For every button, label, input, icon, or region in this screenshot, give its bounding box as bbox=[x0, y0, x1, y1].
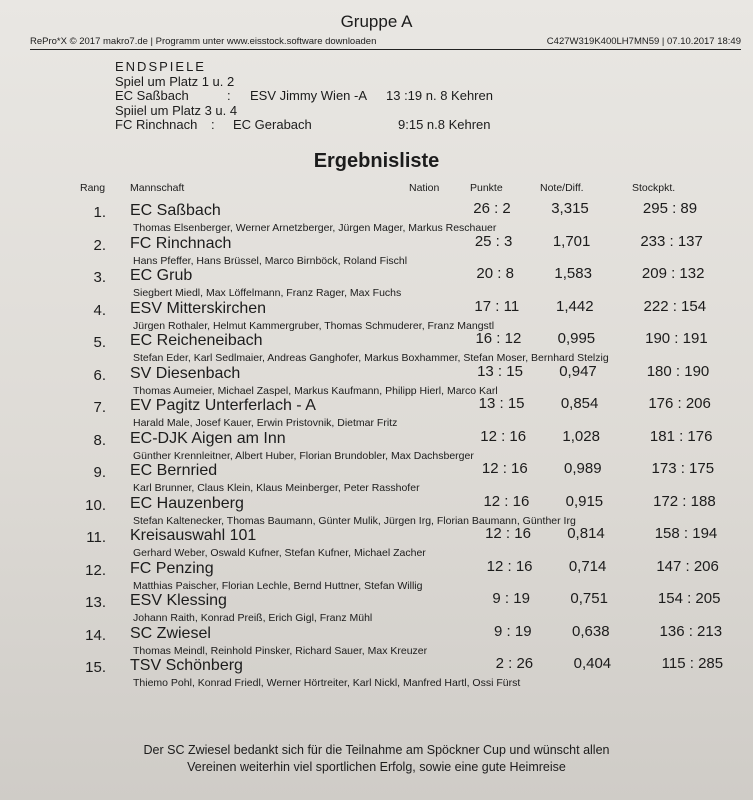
finals-section bbox=[115, 60, 535, 133]
col-points: Punkte bbox=[470, 182, 503, 194]
player-names: Matthias Paischer, Florian Lechle, Bernd Huttner, Stefan Willig bbox=[133, 579, 423, 592]
team-name: EC Saßbach bbox=[130, 202, 221, 219]
stockpoints-cell: 136 : 213 bbox=[659, 622, 723, 640]
stockpoints-cell: 173 : 175 bbox=[651, 460, 715, 477]
rank-cell: 12. bbox=[85, 561, 106, 579]
match1-row bbox=[115, 89, 535, 104]
note-cell: 0,915 bbox=[565, 492, 604, 510]
note-cell: 0,751 bbox=[570, 590, 608, 607]
match1-home: EC Saßbach bbox=[115, 88, 189, 103]
points-cell: 9 : 19 bbox=[492, 590, 530, 607]
stockpoints-cell: 209 : 132 bbox=[641, 265, 705, 282]
player-names: Thiemo Pohl, Konrad Friedl, Werner Hörtreiter, Karl Nickl, Manfred Hartl, Ossi Fürst bbox=[133, 677, 521, 689]
note-cell: 0,714 bbox=[568, 557, 607, 575]
points-cell: 12 : 16 bbox=[486, 557, 533, 575]
stockpoints-cell: 181 : 176 bbox=[649, 427, 713, 445]
player-names: Karl Brunner, Claus Klein, Klaus Meinberger, Peter Rasshofer bbox=[133, 482, 420, 494]
rank-cell: 14. bbox=[85, 626, 106, 644]
group-title: Gruppe A bbox=[340, 12, 413, 31]
match2-result: 9:15 n.8 Kehren bbox=[398, 117, 491, 132]
col-note: Note/Diff. bbox=[540, 182, 584, 194]
rank-cell: 7. bbox=[93, 399, 106, 416]
match2-row bbox=[115, 118, 535, 133]
player-names: Jürgen Rothaler, Helmut Kammergruber, Thomas Schmuderer, Franz Mangstl bbox=[133, 319, 495, 332]
stockpoints-cell: 172 : 188 bbox=[653, 492, 716, 510]
table-row bbox=[0, 657, 753, 693]
note-cell: 0,854 bbox=[560, 395, 599, 412]
stockpoints-cell: 180 : 190 bbox=[646, 362, 710, 380]
team-name: EC Hauzenberg bbox=[130, 494, 244, 512]
team-name: Kreisauswahl 101 bbox=[130, 527, 257, 544]
stockpoints-cell: 154 : 205 bbox=[657, 590, 721, 607]
header-copyright: RePro*X © 2017 makro7.de | Programm unter www.eisstock.software downloaden bbox=[30, 36, 377, 47]
col-rank: Rang bbox=[80, 182, 106, 194]
player-names: Stefan Eder, Karl Sedlmaier, Andreas Ganghofer, Markus Boxhammer, Stefan Moser, Bernhard Stelzig bbox=[133, 352, 609, 364]
note-cell: 0,947 bbox=[559, 362, 597, 380]
rank-cell: 5. bbox=[93, 334, 106, 351]
points-cell: 12 : 16 bbox=[485, 525, 531, 542]
stockpoints-cell: 222 : 154 bbox=[643, 297, 707, 315]
rank-cell: 11. bbox=[86, 529, 106, 546]
team-name: EV Pagitz Unterferlach - A bbox=[130, 397, 316, 414]
points-cell: 12 : 16 bbox=[480, 427, 527, 445]
team-name: EC-DJK Aigen am Inn bbox=[130, 429, 286, 447]
note-cell: 3,315 bbox=[551, 200, 589, 217]
stockpoints-cell: 190 : 191 bbox=[645, 330, 708, 347]
points-cell: 20 : 8 bbox=[476, 265, 514, 282]
player-names: Siegbert Miedl, Max Löffelmann, Franz Rager, Max Fuchs bbox=[133, 287, 402, 299]
note-cell: 0,989 bbox=[564, 460, 602, 477]
points-cell: 26 : 2 bbox=[473, 200, 511, 217]
match2-home: FC Rinchnach bbox=[115, 117, 198, 132]
team-name: FC Rinchnach bbox=[130, 234, 232, 252]
note-cell: 1,583 bbox=[554, 265, 592, 282]
note-cell: 0,404 bbox=[573, 655, 612, 672]
stockpoints-cell: 295 : 89 bbox=[642, 200, 698, 217]
match1-result: 13 :19 n. 8 Kehren bbox=[386, 88, 493, 103]
match1-sep: : bbox=[227, 88, 231, 103]
points-cell: 12 : 16 bbox=[481, 460, 528, 477]
player-names: Hans Pfeffer, Hans Brüssel, Marco Birnböck, Roland Fischl bbox=[133, 254, 408, 267]
note-cell: 1,442 bbox=[556, 297, 594, 315]
team-name: EC Grub bbox=[130, 267, 193, 284]
points-cell: 2 : 26 bbox=[495, 655, 534, 672]
results-title: Ergebnisliste bbox=[313, 150, 440, 172]
col-stock: Stockpkt. bbox=[632, 182, 676, 194]
points-cell: 16 : 12 bbox=[475, 330, 522, 347]
points-cell: 9 : 19 bbox=[494, 622, 532, 640]
col-team: Mannschaft bbox=[130, 182, 185, 194]
rank-cell: 13. bbox=[85, 594, 106, 611]
team-name: SV Diesenbach bbox=[130, 364, 241, 382]
finals-heading: ENDSPIELE bbox=[115, 59, 206, 74]
team-name: EC Bernried bbox=[130, 462, 218, 479]
rank-cell: 6. bbox=[93, 366, 106, 384]
rank-cell: 15. bbox=[85, 659, 106, 676]
points-cell: 13 : 15 bbox=[478, 395, 525, 412]
rank-cell: 4. bbox=[93, 301, 106, 319]
player-names: Günther Krennleitner, Albert Huber, Florian Brundobler, Max Dachsberger bbox=[133, 449, 474, 462]
note-cell: 1,028 bbox=[562, 427, 600, 445]
note-cell: 1,701 bbox=[552, 232, 591, 250]
stockpoints-cell: 158 : 194 bbox=[654, 525, 718, 542]
header-bar bbox=[30, 36, 741, 50]
team-name: FC Penzing bbox=[130, 559, 214, 577]
points-cell: 17 : 11 bbox=[474, 297, 520, 315]
match1-away: ESV Jimmy Wien -A bbox=[250, 88, 368, 103]
match1-label: Spiel um Platz 1 u. 2 bbox=[115, 73, 235, 89]
table-row bbox=[0, 622, 753, 661]
rank-cell: 2. bbox=[93, 236, 106, 254]
stockpoints-cell: 147 : 206 bbox=[656, 557, 719, 575]
header-code-date: C427W319K400LH7MN59 | 07.10.2017 18:49 bbox=[546, 36, 741, 47]
note-cell: 0,638 bbox=[572, 622, 610, 640]
note-cell: 0,995 bbox=[557, 330, 596, 347]
match2-label: Spiiel um Platz 3 u. 4 bbox=[115, 102, 238, 118]
team-name: TSV Schönberg bbox=[130, 657, 243, 674]
points-cell: 25 : 3 bbox=[474, 232, 513, 250]
rank-cell: 9. bbox=[93, 464, 106, 481]
player-names: Thomas Meindl, Reinhold Pinsker, Richard Sauer, Max Kreuzer bbox=[133, 644, 428, 657]
team-name: SC Zwiesel bbox=[130, 624, 211, 642]
footer-line-2: Vereinen weiterhin viel sportlichen Erfolg, sowie eine gute Heimreise bbox=[187, 760, 566, 774]
rank-cell: 8. bbox=[93, 431, 106, 449]
stockpoints-cell: 115 : 285 bbox=[661, 655, 724, 672]
points-cell: 13 : 15 bbox=[477, 362, 523, 380]
rank-cell: 1. bbox=[93, 204, 106, 221]
rank-cell: 10. bbox=[85, 496, 106, 514]
col-nation: Nation bbox=[409, 182, 440, 194]
team-name: ESV Klessing bbox=[130, 592, 227, 609]
match2-sep: : bbox=[211, 117, 215, 132]
note-cell: 0,814 bbox=[567, 525, 605, 542]
match2-away: EC Gerabach bbox=[233, 117, 312, 132]
team-name: ESV Mitterskirchen bbox=[130, 299, 267, 317]
player-names: Johann Raith, Konrad Preiß, Erich Gigl, Franz Mühl bbox=[133, 612, 373, 624]
footer-line-1: Der SC Zwiesel bedankt sich für die Teilnahme am Spöckner Cup und wünscht allen bbox=[143, 743, 610, 757]
player-names: Gerhard Weber, Oswald Kufner, Stefan Kufner, Michael Zacher bbox=[133, 547, 426, 559]
rank-cell: 3. bbox=[93, 269, 106, 286]
team-name: EC Reicheneibach bbox=[130, 332, 263, 349]
player-names: Stefan Kaltenecker, Thomas Baumann, Günter Mulik, Jürgen Irg, Florian Baumann, Günther Irg bbox=[133, 514, 576, 527]
player-names: Thomas Elsenberger, Werner Arnetzberger, Jürgen Mager, Markus Reschauer bbox=[133, 222, 497, 234]
stockpoints-cell: 233 : 137 bbox=[640, 232, 703, 250]
player-names: Harald Male, Josef Kauer, Erwin Pristovnik, Dietmar Fritz bbox=[133, 417, 398, 429]
player-names: Thomas Aumeier, Michael Zaspel, Markus Kaufmann, Philipp Hierl, Marco Karl bbox=[133, 384, 498, 397]
points-cell: 12 : 16 bbox=[483, 492, 530, 510]
stockpoints-cell: 176 : 206 bbox=[648, 395, 711, 412]
